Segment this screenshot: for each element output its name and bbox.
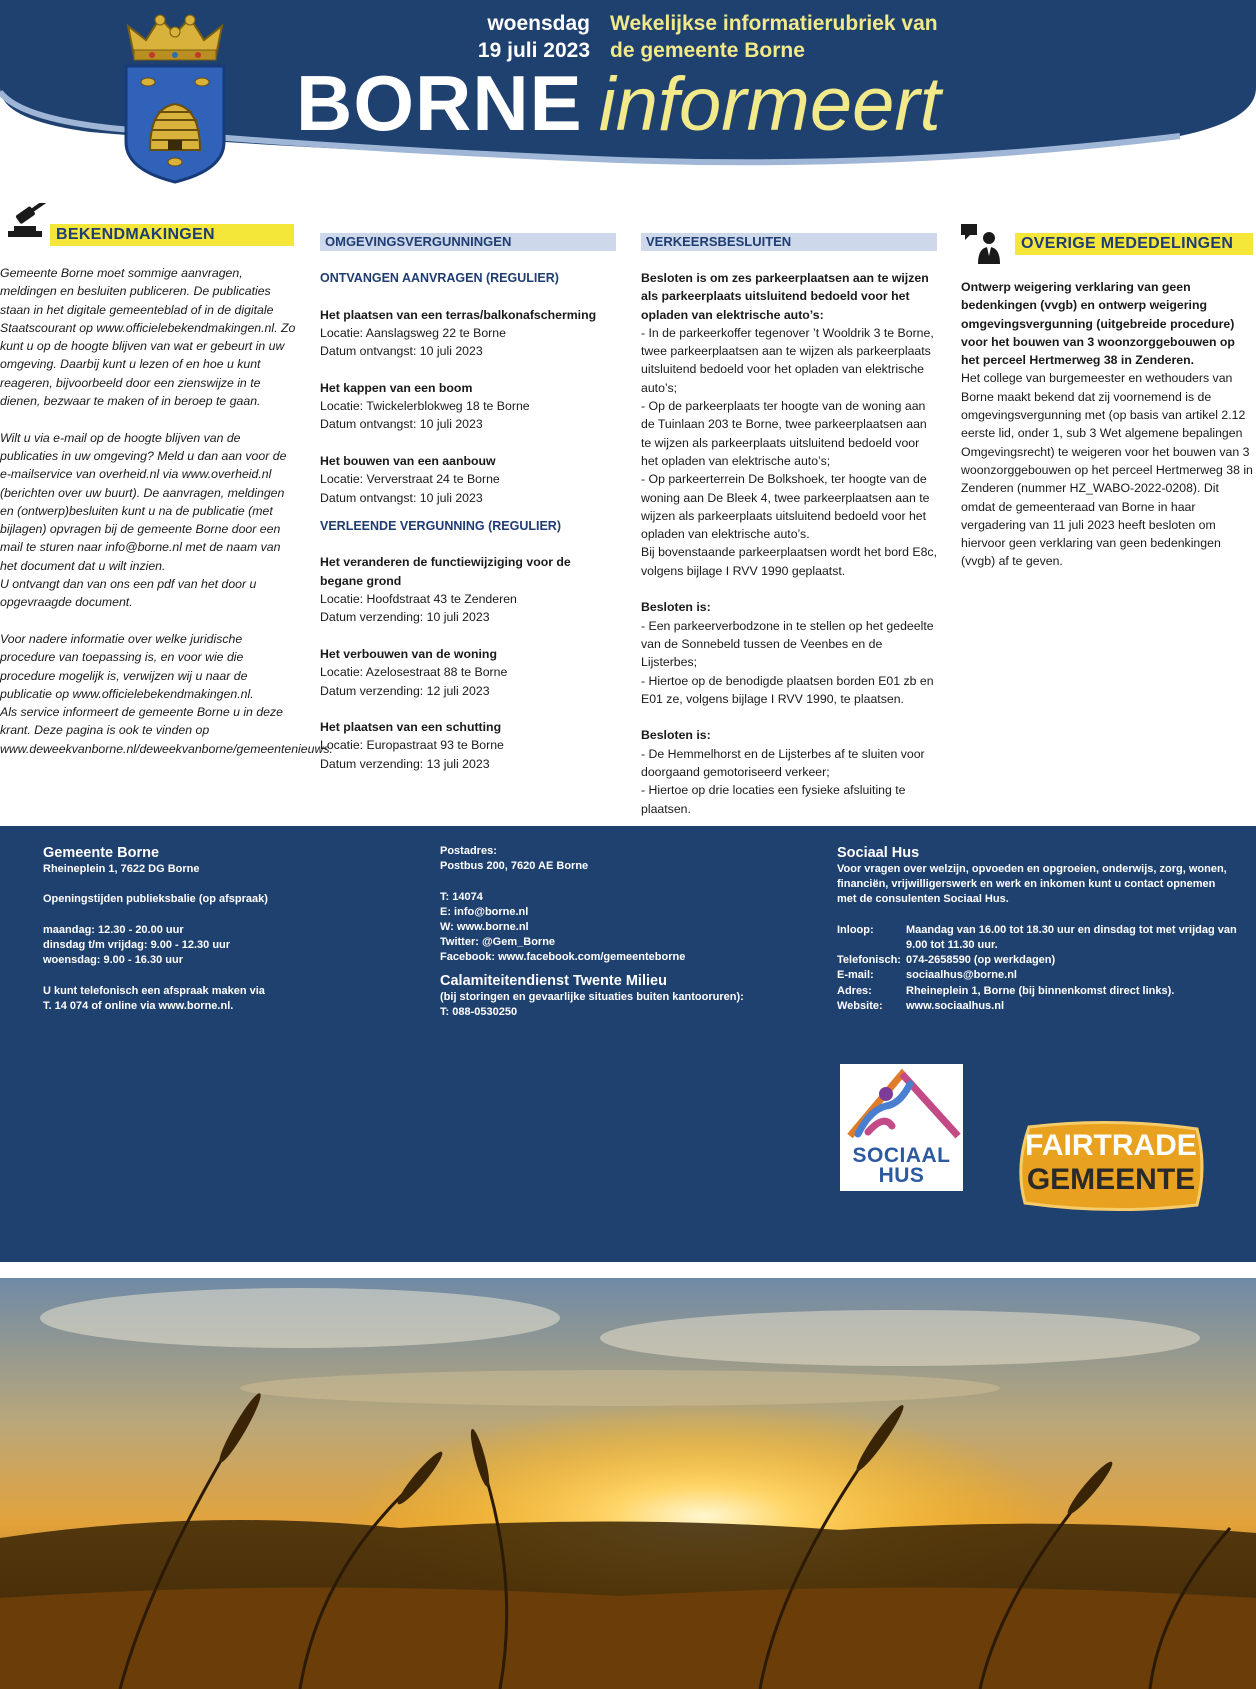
tagline — [610, 10, 970, 64]
calamity-title: Calamiteitendienst Twente Milieu — [440, 972, 667, 989]
contact-line: Twitter: @Gem_Borne — [440, 936, 556, 949]
sociaal-hus-title: Sociaal Hus — [837, 845, 920, 861]
tagline-line-1: Wekelijkse informatierubriek van — [610, 12, 938, 35]
table-row: Adres: Rheineplein 1, Borne (bij binnenkomst direct links). — [837, 984, 1175, 997]
fairtrade-line-2: GEMEENTE — [1026, 1163, 1196, 1196]
section-heading-overige-mededelingen: OVERIGE MEDEDELINGEN — [1015, 233, 1253, 255]
bekendmakingen-paragraph: Wilt u via e-mail op de hoogte blijven van de publicaties in uw omgeving? Meld u dan aan voor de e-mailservice van overheid.nl via www.overheid.nl (berichten over uw buurt). De aanvragen, meldingen en (ontwerp)besluiten kunt u na de publicatie (met bijlagen) opvragen bij de gemeente Borne door een mail te sturen naar info@borne.nl met de naam van het document dat u wilt inzien. — [0, 430, 287, 573]
verkeer-list-item: Bij bovenstaande parkeerplaatsen wordt het bord E8c, volgens bijlage I RVV 1990 geplaatst. — [641, 545, 937, 578]
column-omgevingsvergunningen — [320, 200, 616, 773]
issue-date-value: 19 juli 2023 — [477, 39, 590, 62]
sociaal-hus-details — [837, 923, 1237, 1014]
sociaal-hus-description: Voor vragen over welzijn, opvoeden en opgroeien, onderwijs, zorg, wonen, financiën, vrijwilligerswerk en werk en inkomen kunt u contact opnemen met de consulenten Sociaal Hus. — [837, 863, 1227, 906]
gemeente-contact-block — [43, 844, 363, 1014]
gavel-icon — [6, 203, 50, 239]
hours-line: dinsdag t/m vrijdag: 9.00 - 12.30 uur — [43, 938, 231, 951]
column-verkeersbesluiten — [641, 200, 937, 818]
title-informeert: informeert — [598, 62, 941, 147]
verkeer-list-item: - In de parkeerkoffer tegenover ’t Wooldrik 3 te Borne, twee parkeerplaatsen aan te wijzen als parkeerplaats uitsluitend bedoeld voor het opladen van elektrische auto’s; — [641, 325, 934, 395]
gemeente-address: Rheineplein 1, 7622 DG Borne — [43, 863, 200, 875]
table-row: Inloop: Maandag van 16.00 tot 18.30 uur en dinsdag tot met vrijdag van 9.00 tot 11.30 uur. — [837, 923, 1237, 951]
verkeer-intro: Besloten is om zes parkeerplaatsen aan te wijzen als parkeerplaats uitsluitend bedoeld voor het opladen van elektrische auto’s: — [641, 271, 929, 322]
item-date: Datum ontvangst: 10 juli 2023 — [320, 490, 483, 505]
column-bekendmakingen — [0, 200, 333, 758]
verkeer-list-item: - Op parkeerterrein De Bolkshoek, ter hoogte van de woning aan De Bleek 4, twee parkeerplaatsen aan te wijzen als parkeerplaats uitsluitend bedoeld voor het opladen van elektrische auto’s. — [641, 472, 930, 542]
verkeer-besloten-heading: Besloten is: — [641, 728, 711, 743]
item-date: Datum verzending: 10 juli 2023 — [320, 610, 490, 625]
item-title: Het verbouwen van de woning — [320, 646, 497, 661]
section-heading-bekendmakingen: BEKENDMAKINGEN — [50, 224, 294, 246]
bekendmakingen-paragraph: U ontvangt dan van ons een pdf van het door u opgevraagde document. — [0, 577, 257, 610]
column-overige-mededelingen — [961, 200, 1253, 571]
fairtrade-gemeente-badge — [1015, 1119, 1207, 1215]
postal-contact-block — [440, 844, 780, 1020]
item-date: Datum ontvangst: 10 juli 2023 — [320, 417, 483, 432]
item-location: Locatie: Ververstraat 24 te Borne — [320, 472, 500, 487]
fairtrade-line-1: FAIRTRADE — [1025, 1129, 1197, 1162]
calamity-phone: T: 088-0530250 — [440, 1005, 518, 1018]
sociaal-hus-logo-text: SOCIAAL — [852, 1144, 951, 1167]
item-title: Het kappen van een boom — [320, 380, 473, 395]
item-title: Het plaatsen van een schutting — [320, 720, 502, 735]
verkeer-list-item: - Hiertoe op de benodigde plaatsen borden E01 zb en E01 ze, volgens bijlage I RVV 1990, te plaatsen. — [641, 673, 934, 706]
page-title — [296, 58, 941, 149]
list-item — [320, 306, 616, 361]
overige-body: Het college van burgemeester en wethouders van Borne maakt bekend dat zij voornemend is de omgevingsvergunning met (op basis van artikel 2.12 eerste lid, onder 1, sub 3 Wet algemene bepalingen Omgevingsrecht) te weigeren voor het bouwen van 3 woonzorggebouwen op het perceel Hertmerweg 38 in Zenderen (nummer HZ_WABO-2022-0208). Dit omdat de gemeenteraad van Borne in haar vergadering van 11 juli 2023 heeft besloten om hiervoor geen verklaring van geen bedenkingen (vvgb) af te geven. — [961, 371, 1253, 569]
hours-title: Openingstijden publieksbalie (op afspraak) — [43, 893, 268, 906]
contact-line: E: info@borne.nl — [440, 905, 529, 918]
section-heading-omgevingsvergunningen: OMGEVINGSVERGUNNINGEN — [320, 233, 616, 251]
verkeer-besloten-heading: Besloten is: — [641, 600, 711, 615]
verkeer-list-item: - Hiertoe op drie locaties een fysieke afsluiting te plaatsen. — [641, 783, 906, 816]
verkeer-list-item: - Op de parkeerplaats ter hoogte van de woning aan de Tuinlaan 203 te Borne, twee parkeerplaatsen aan te wijzen als parkeerplaats uitsluitend bedoeld voor het opladen van elektrische auto’s; — [641, 399, 927, 468]
verkeer-list-item: - Een parkeerverbodzone in te stellen op het gedeelte van de Sonnebeld tussen de Veenbes en de Lijsterbes; — [641, 618, 934, 670]
appointment-line: U kunt telefonisch een afspraak maken via — [43, 984, 265, 997]
appointment-line: T. 14 074 of online via www.borne.nl. — [43, 999, 234, 1012]
overige-lead: Ontwerp weigering verklaring van geen bedenkingen (vvgb) en ontwerp weigering omgevingsvergunning (uitgebreide procedure) voor het bouwen van 3 woonzorggebouwen op het perceel Hertmerweg 38 in Zenderen. — [961, 280, 1235, 368]
verkeer-list-item: - De Hemmelhorst en de Lijsterbes af te sluiten voor doorgaand gemotoriseerd verkeer; — [641, 746, 925, 780]
contact-line: Facebook: www.facebook.com/gemeenteborne — [440, 951, 686, 964]
borne-coat-of-arms-logo — [120, 12, 230, 184]
section-heading-verkeersbesluiten: VERKEERSBESLUITEN — [641, 233, 937, 251]
item-title: Het bouwen van een aanbouw — [320, 453, 496, 468]
item-date: Datum verzending: 12 juli 2023 — [320, 683, 490, 698]
postal-label: Postadres: — [440, 845, 497, 857]
item-location: Locatie: Twickelerblokweg 18 te Borne — [320, 399, 530, 414]
item-date: Datum verzending: 13 juli 2023 — [320, 756, 490, 771]
item-location: Locatie: Aanslagsweg 22 te Borne — [320, 325, 506, 340]
bekendmakingen-paragraph: Gemeente Borne moet sommige aanvragen, meldingen en besluiten publiceren. De publicaties staan in het digitale gemeenteblad of in de digitale Staatscourant op www.officielebekendmakingen.nl. Zo kunt u op de hoogte blijven van wat er gebeurt in uw omgeving. Daarbij kunt u lezen of en hoe u kunt reageren, bijvoorbeeld door een zienswijze in te dienen, bezwaar te maken of in beroep te gaan. — [0, 266, 296, 409]
item-location: Locatie: Hoofdstraat 43 te Zenderen — [320, 592, 517, 607]
people-icon — [961, 224, 1003, 264]
bekendmakingen-paragraph: Voor nadere informatie over welke juridische procedure van toepassing is, en voor wie die procedure mogelijk is, verwijzen wij u naar de publicatie op www.officielebekendmakingen.nl. — [0, 631, 254, 701]
table-row: Website: www.sociaalhus.nl — [837, 999, 1005, 1012]
subheading-verleende-vergunning: VERLEENDE VERGUNNING (REGULIER) — [320, 518, 561, 533]
item-title: Het veranderen de functiewijziging voor de begane grond — [320, 555, 571, 588]
sunset-grass-photo — [0, 1278, 1256, 1689]
list-item — [320, 718, 616, 773]
list-item — [320, 379, 616, 434]
list-item — [320, 553, 616, 626]
hours-line: maandag: 12.30 - 20.00 uur — [43, 923, 184, 936]
item-location: Locatie: Azelosestraat 88 te Borne — [320, 665, 508, 680]
tagline-line-2: de gemeente Borne — [610, 39, 805, 62]
item-title: Het plaatsen van een terras/balkonafscherming — [320, 307, 597, 322]
gemeente-title: Gemeente Borne — [43, 845, 160, 861]
item-date: Datum ontvangst: 10 juli 2023 — [320, 344, 483, 359]
list-item — [320, 645, 616, 700]
issue-weekday: woensdag — [487, 12, 590, 35]
bekendmakingen-paragraph: Als service informeert de gemeente Borne u in deze krant. Deze pagina is ook te vinden op www.deweekvanborne.nl/deweekvanborne/gemeentenieuws. — [0, 705, 333, 756]
sociaal-hus-logo — [840, 1064, 963, 1191]
postal-address: Postbus 200, 7620 AE Borne — [440, 860, 589, 873]
contact-line: W: www.borne.nl — [440, 921, 529, 933]
sociaal-hus-logo-text: HUS — [878, 1164, 925, 1187]
contact-line: T: 14074 — [440, 890, 483, 903]
subheading-ontvangen-aanvragen: ONTVANGEN AANVRAGEN (REGULIER) — [320, 271, 559, 285]
calamity-subtitle: (bij storingen en gevaarlijke situaties buiten kantooruren): — [440, 990, 744, 1003]
table-row: Telefonisch: 074-2658590 (op werkdagen) — [837, 954, 1056, 967]
hours-line: woensdag: 9.00 - 16.30 uur — [43, 954, 183, 967]
item-location: Locatie: Europastraat 93 te Borne — [320, 738, 504, 753]
issue-date — [430, 10, 590, 64]
table-row: E-mail: sociaalhus@borne.nl — [837, 969, 1017, 982]
list-item — [320, 452, 616, 507]
sociaal-hus-block — [837, 844, 1237, 1014]
masthead-header — [0, 0, 1256, 190]
contact-info-band — [0, 826, 1256, 1262]
title-borne: BORNE — [296, 59, 583, 147]
